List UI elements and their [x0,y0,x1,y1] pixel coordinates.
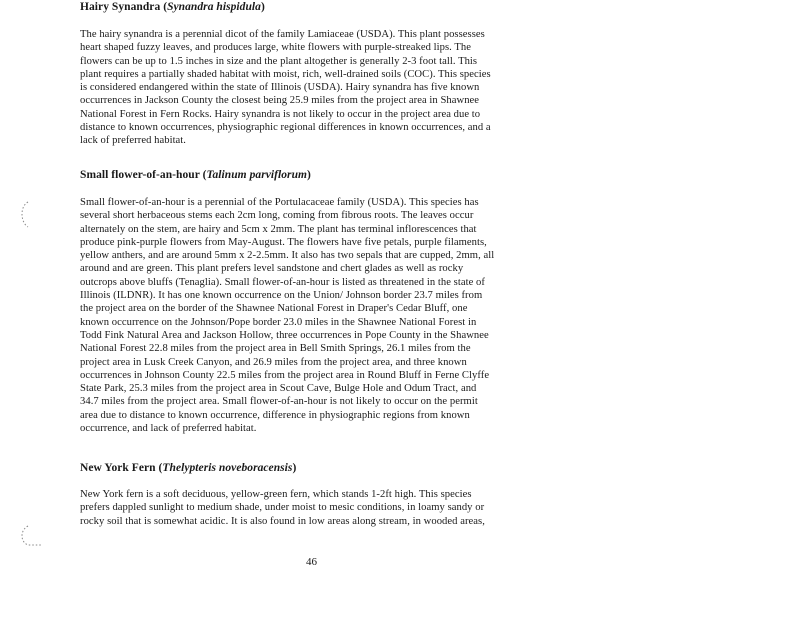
text-line: lack of preferred habitat. [80,135,187,147]
text-line: Illinois (ILDNR). It has one known occurrence on the Union/ Johnson border 23.7 miles from [80,290,483,302]
text-line: Todd Fink Natural Area and Jackson Hollow, three occurrences in Pope County in the Shawnee [80,329,489,341]
scan-mark-icon [16,200,32,230]
text-line: outcrops above bluffs (Tenaglia). Small flower-of-an-hour is listed as threatened in the state of [80,276,485,288]
section-heading-hairy-synandra: Hairy Synandra (Synandra hispidula) [80,1,265,13]
text-line: prefers dappled sunlight to medium shade, under moist to mesic conditions, in loamy sandy or [80,502,485,514]
text-line: occurrences in Jackson County the closest being 25.9 miles from the project area in Shawnee [80,95,480,107]
text-line: alternately on the stem, are hairy and 5cm x 2mm. The plant has terminal inflorescences that [80,223,477,235]
text-line: occurrences in Johnson County 22.5 miles from the project area in Round Bluff in Ferne Clyffe [80,369,490,381]
text-line: distance to known occurrences, physiographic regional differences in known occurrences, and a [80,122,491,134]
heading-scientific-name: Synandra hispidula [167,1,261,13]
heading-scientific-name: Thelypteris noveboracensis [162,462,293,474]
heading-common-name: Hairy Synandra [80,1,161,13]
text-line: produce pink-purple flowers from May-August. The flowers have five petals, purple filaments, [80,236,487,248]
text-line: State Park, 25.3 miles from the project area in Scout Cave, Bulge Hole and Odum Tract, and [80,383,477,395]
text-line: National Forest in Fern Rocks. Hairy synandra is not likely to occur in the project area due to [80,108,481,120]
text-line: flowers can be up to 1.5 inches in size and the plant altogether is generally 2-3 foot tall. This [80,55,478,67]
text-line: project area in Lusk Creek Canyon, and 26.9 miles from the project area, and three known [80,356,467,368]
text-line: rocky soil that is somewhat acidic. It is also found in low areas along stream, in wooded areas, [80,515,485,527]
section-heading-small-flower-of-an-hour: Small flower-of-an-hour (Talinum parviflorum) [80,169,311,181]
scan-mark-icon [16,524,46,550]
paragraph-new-york-fern [80,488,550,528]
text-line: Small flower-of-an-hour is a perennial of the Portulacaceae family (USDA). This species has [80,197,479,208]
paragraph-hairy-synandra [80,28,550,148]
text-line: is considered endangered within the state of Illinois (USDA). Hairy synandra has five known [80,82,480,94]
text-line: the project area on the border of the Shawnee National Forest in Draper's Cedar Bluff, one [80,303,468,315]
text-line: National Forest 22.8 miles from the project area in Bell Smith Springs, 26.1 miles from the [80,343,471,355]
paragraph-small-flower-of-an-hour [80,196,550,435]
section-heading-new-york-fern: New York Fern (Thelypteris noveboracensis) [80,462,297,474]
text-line: around and are green. This plant prefers level sandstone and chert glades as well as rocky [80,263,464,275]
text-line: heart shaped fuzzy leaves, and produces large, white flowers with purple-streaked lips. The [80,42,471,54]
text-line: plant requires a partially shaded habitat with moist, rich, well-drained soils (COC). This species [80,68,491,80]
text-line: New York fern is a soft deciduous, yellow-green fern, which stands 1-2ft high. This species [80,489,472,500]
text-line: The hairy synandra is a perennial dicot of the family Lamiaceae (USDA). This plant possesses [80,29,485,40]
text-line: area due to distance to known occurrence, difference in physiographic regions from known [80,409,470,421]
text-line: 34.7 miles from the project area. Small flower-of-an-hour is not likely to occur on the permit [80,396,478,408]
text-line: occurrence, and lack of preferred habitat. [80,423,257,435]
heading-common-name: Small flower-of-an-hour [80,169,200,181]
page-number: 46 [306,556,317,568]
text-line: known occurrence on the Johnson/Pope border 23.0 miles in the Shawnee National Forest in [80,316,477,328]
text-line: several short herbaceous stems each 2cm long, coming from fibrous roots. The leaves occur [80,210,474,222]
heading-scientific-name: Talinum parviflorum [206,169,308,181]
heading-common-name: New York Fern [80,462,156,474]
text-line: yellow anthers, and are around 5mm x 2-2.5mm. It also has two sepals that are cupped, 2mm, all [80,250,495,262]
